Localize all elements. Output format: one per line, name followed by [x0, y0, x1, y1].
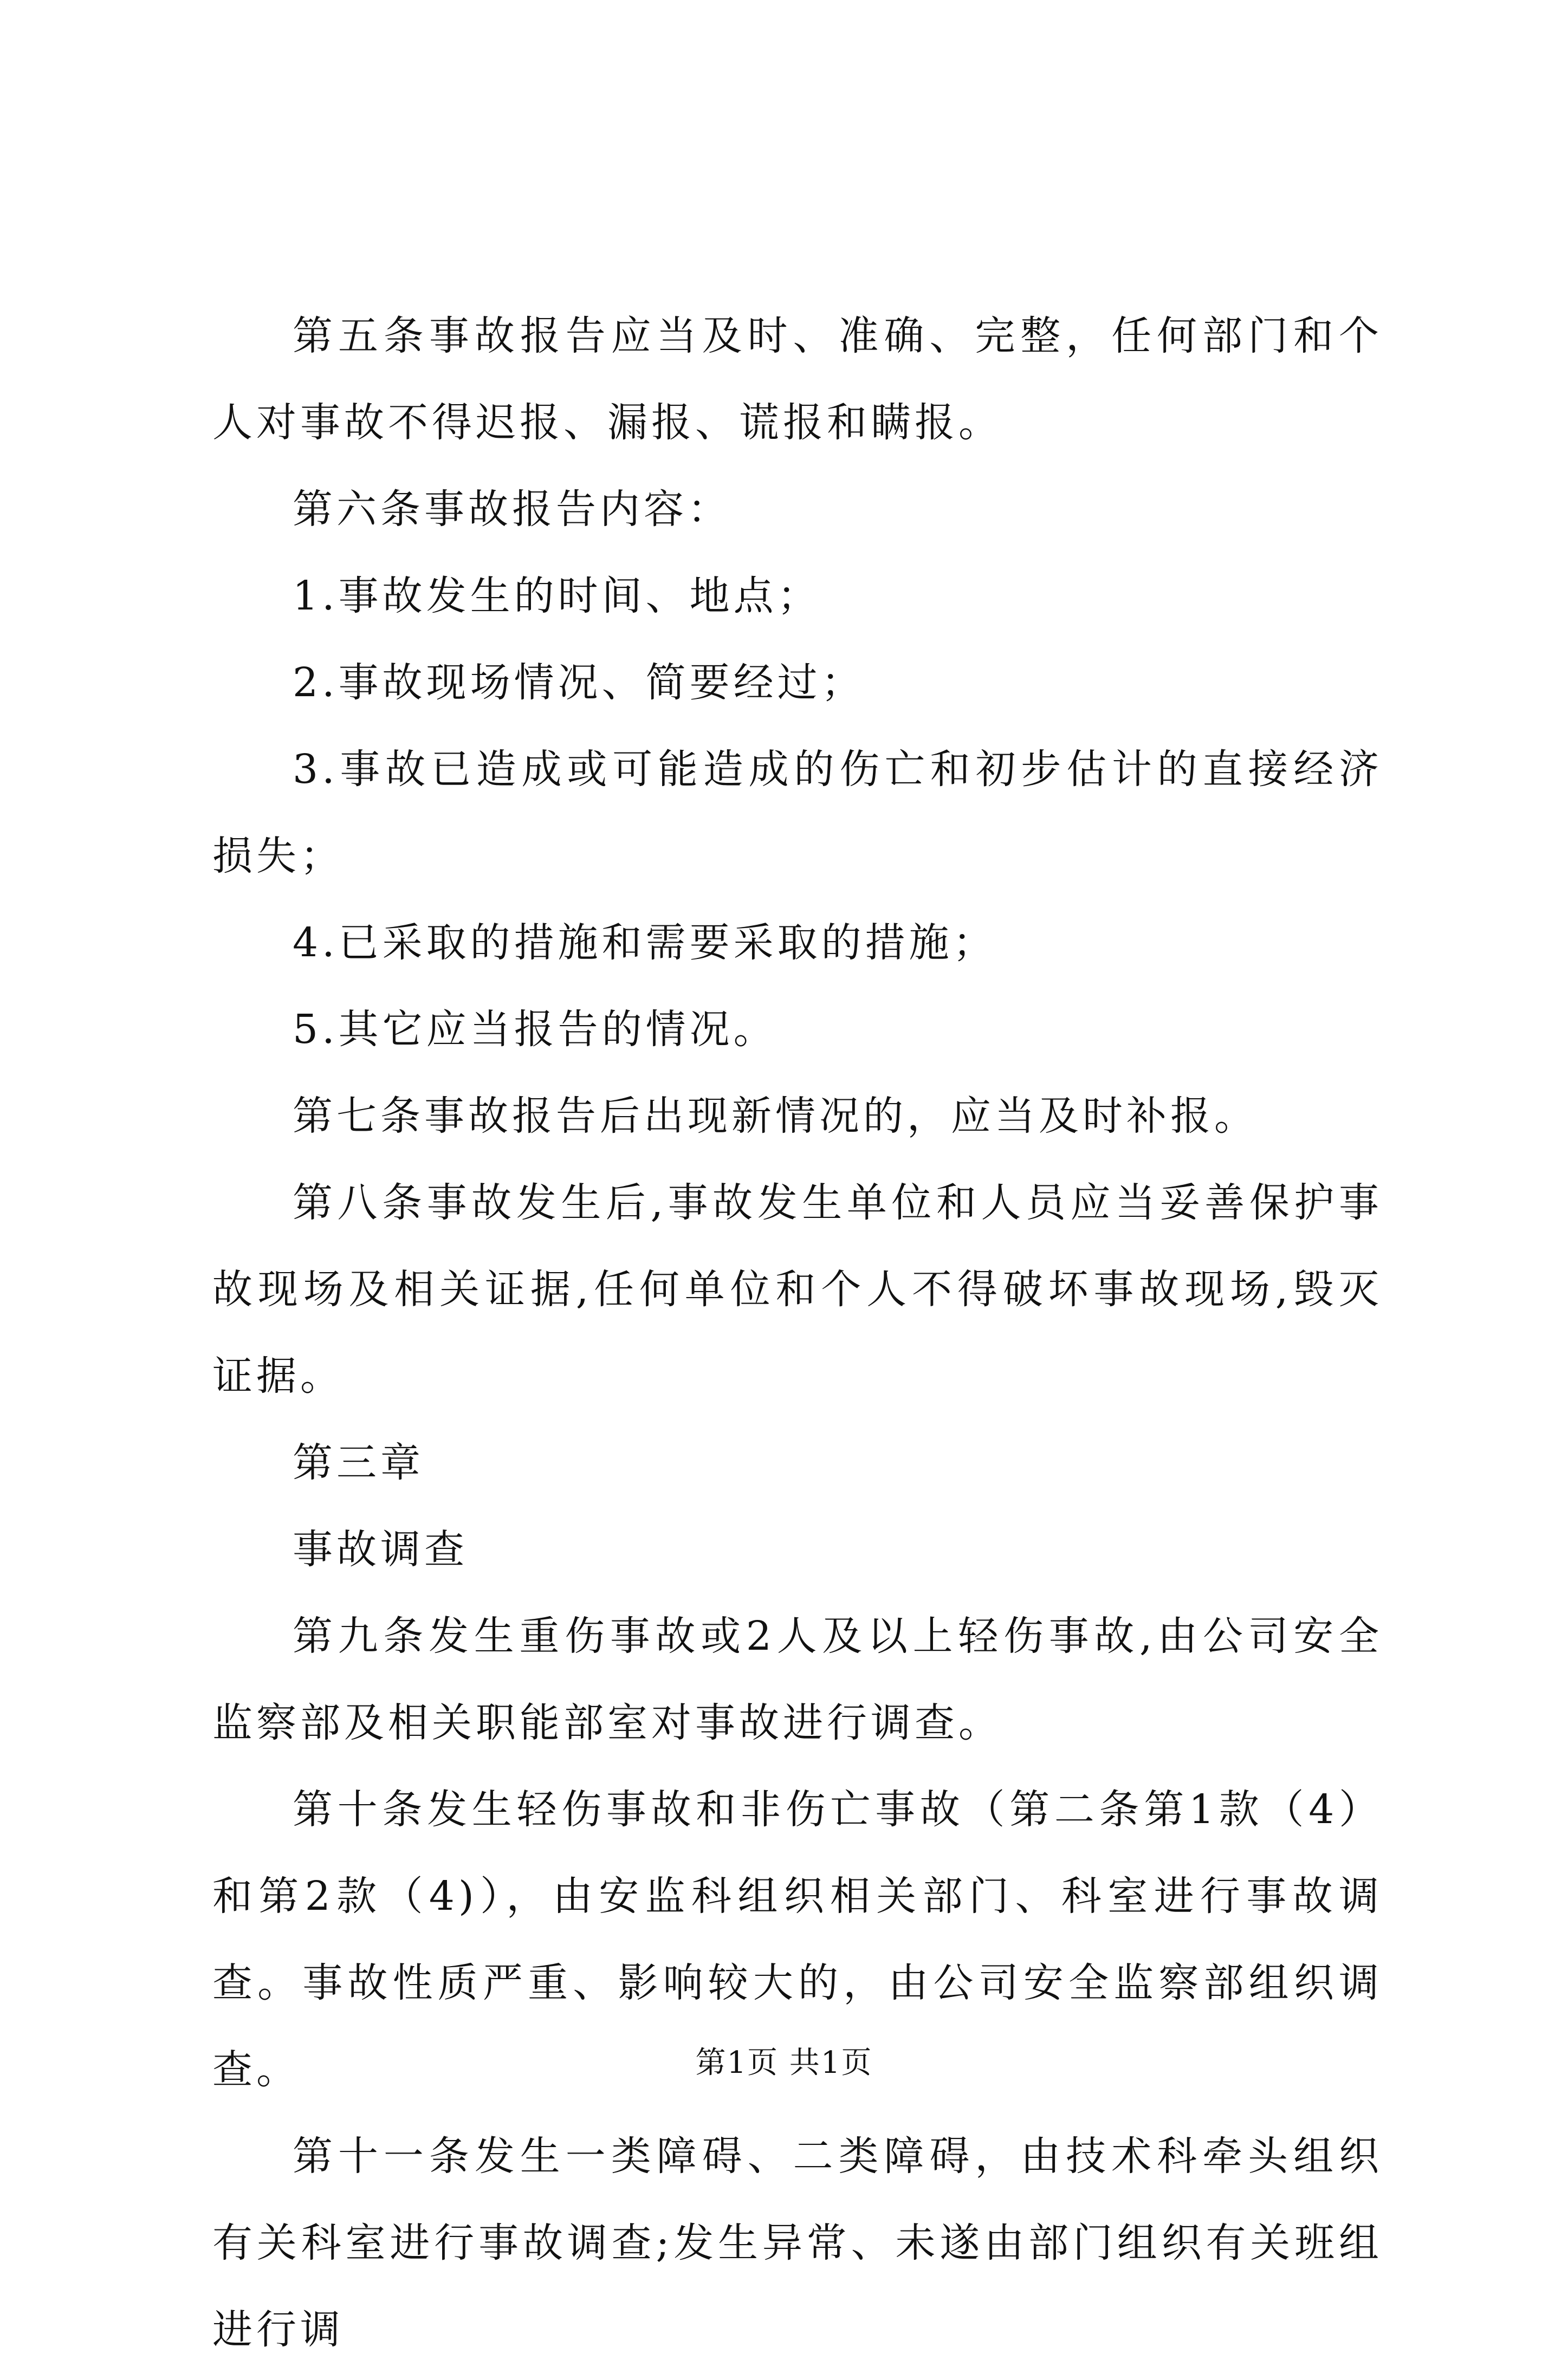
paragraph-item-2: 2.事故现场情况、简要经过； [293, 659, 865, 706]
page-footer: 第1页 共1页 [695, 2045, 873, 2080]
paragraph-article-11: 第十一条发生一类障碍、二类障碍，由技术科牵头组织有关科室进行事故调查;发生异常、未遂由部门组织有关班组进行调 [212, 2133, 1383, 2353]
paragraph-item-1: 1.事故发生的时间、地点； [293, 573, 821, 619]
chapter-heading: 第三章 [293, 1440, 424, 1486]
paragraph-item-3: 3.事故已造成或可能造成的伤亡和初步估计的直接经济损失； [212, 746, 1383, 879]
paragraph-article-9: 第九条发生重伤事故或2人及以上轻伤事故,由公司安全监察部及相关职能部室对事故进行调查。 [212, 1613, 1383, 1746]
paragraph-article-8: 第八条事故发生后,事故发生单位和人员应当妥善保护事故现场及相关证据,任何单位和个人不得破坏事故现场,毁灭证据。 [212, 1179, 1383, 1399]
paragraph-article-6: 第六条事故报告内容： [293, 486, 731, 533]
paragraph-article-7: 第七条事故报告后出现新情况的，应当及时补报。 [293, 1093, 1258, 1139]
paragraph-item-5: 5.其它应当报告的情况。 [293, 1006, 777, 1053]
chapter-title: 事故调查 [293, 1526, 468, 1573]
paragraph-article-5: 第五条事故报告应当及时、准确、完整，任何部门和个人对事故不得迟报、漏报、谎报和瞒报。 [212, 313, 1383, 446]
paragraph-article-10: 第十条发生轻伤事故和非伤亡事故（第二条第1款（4）和第2款（4)），由安监科组织相关部门、科室进行事故调查。事故性质严重、影响较大的，由公司安全监察部组织调查。 [212, 1786, 1383, 2093]
paragraph-item-4: 4.已采取的措施和需要采取的措施； [293, 919, 997, 966]
